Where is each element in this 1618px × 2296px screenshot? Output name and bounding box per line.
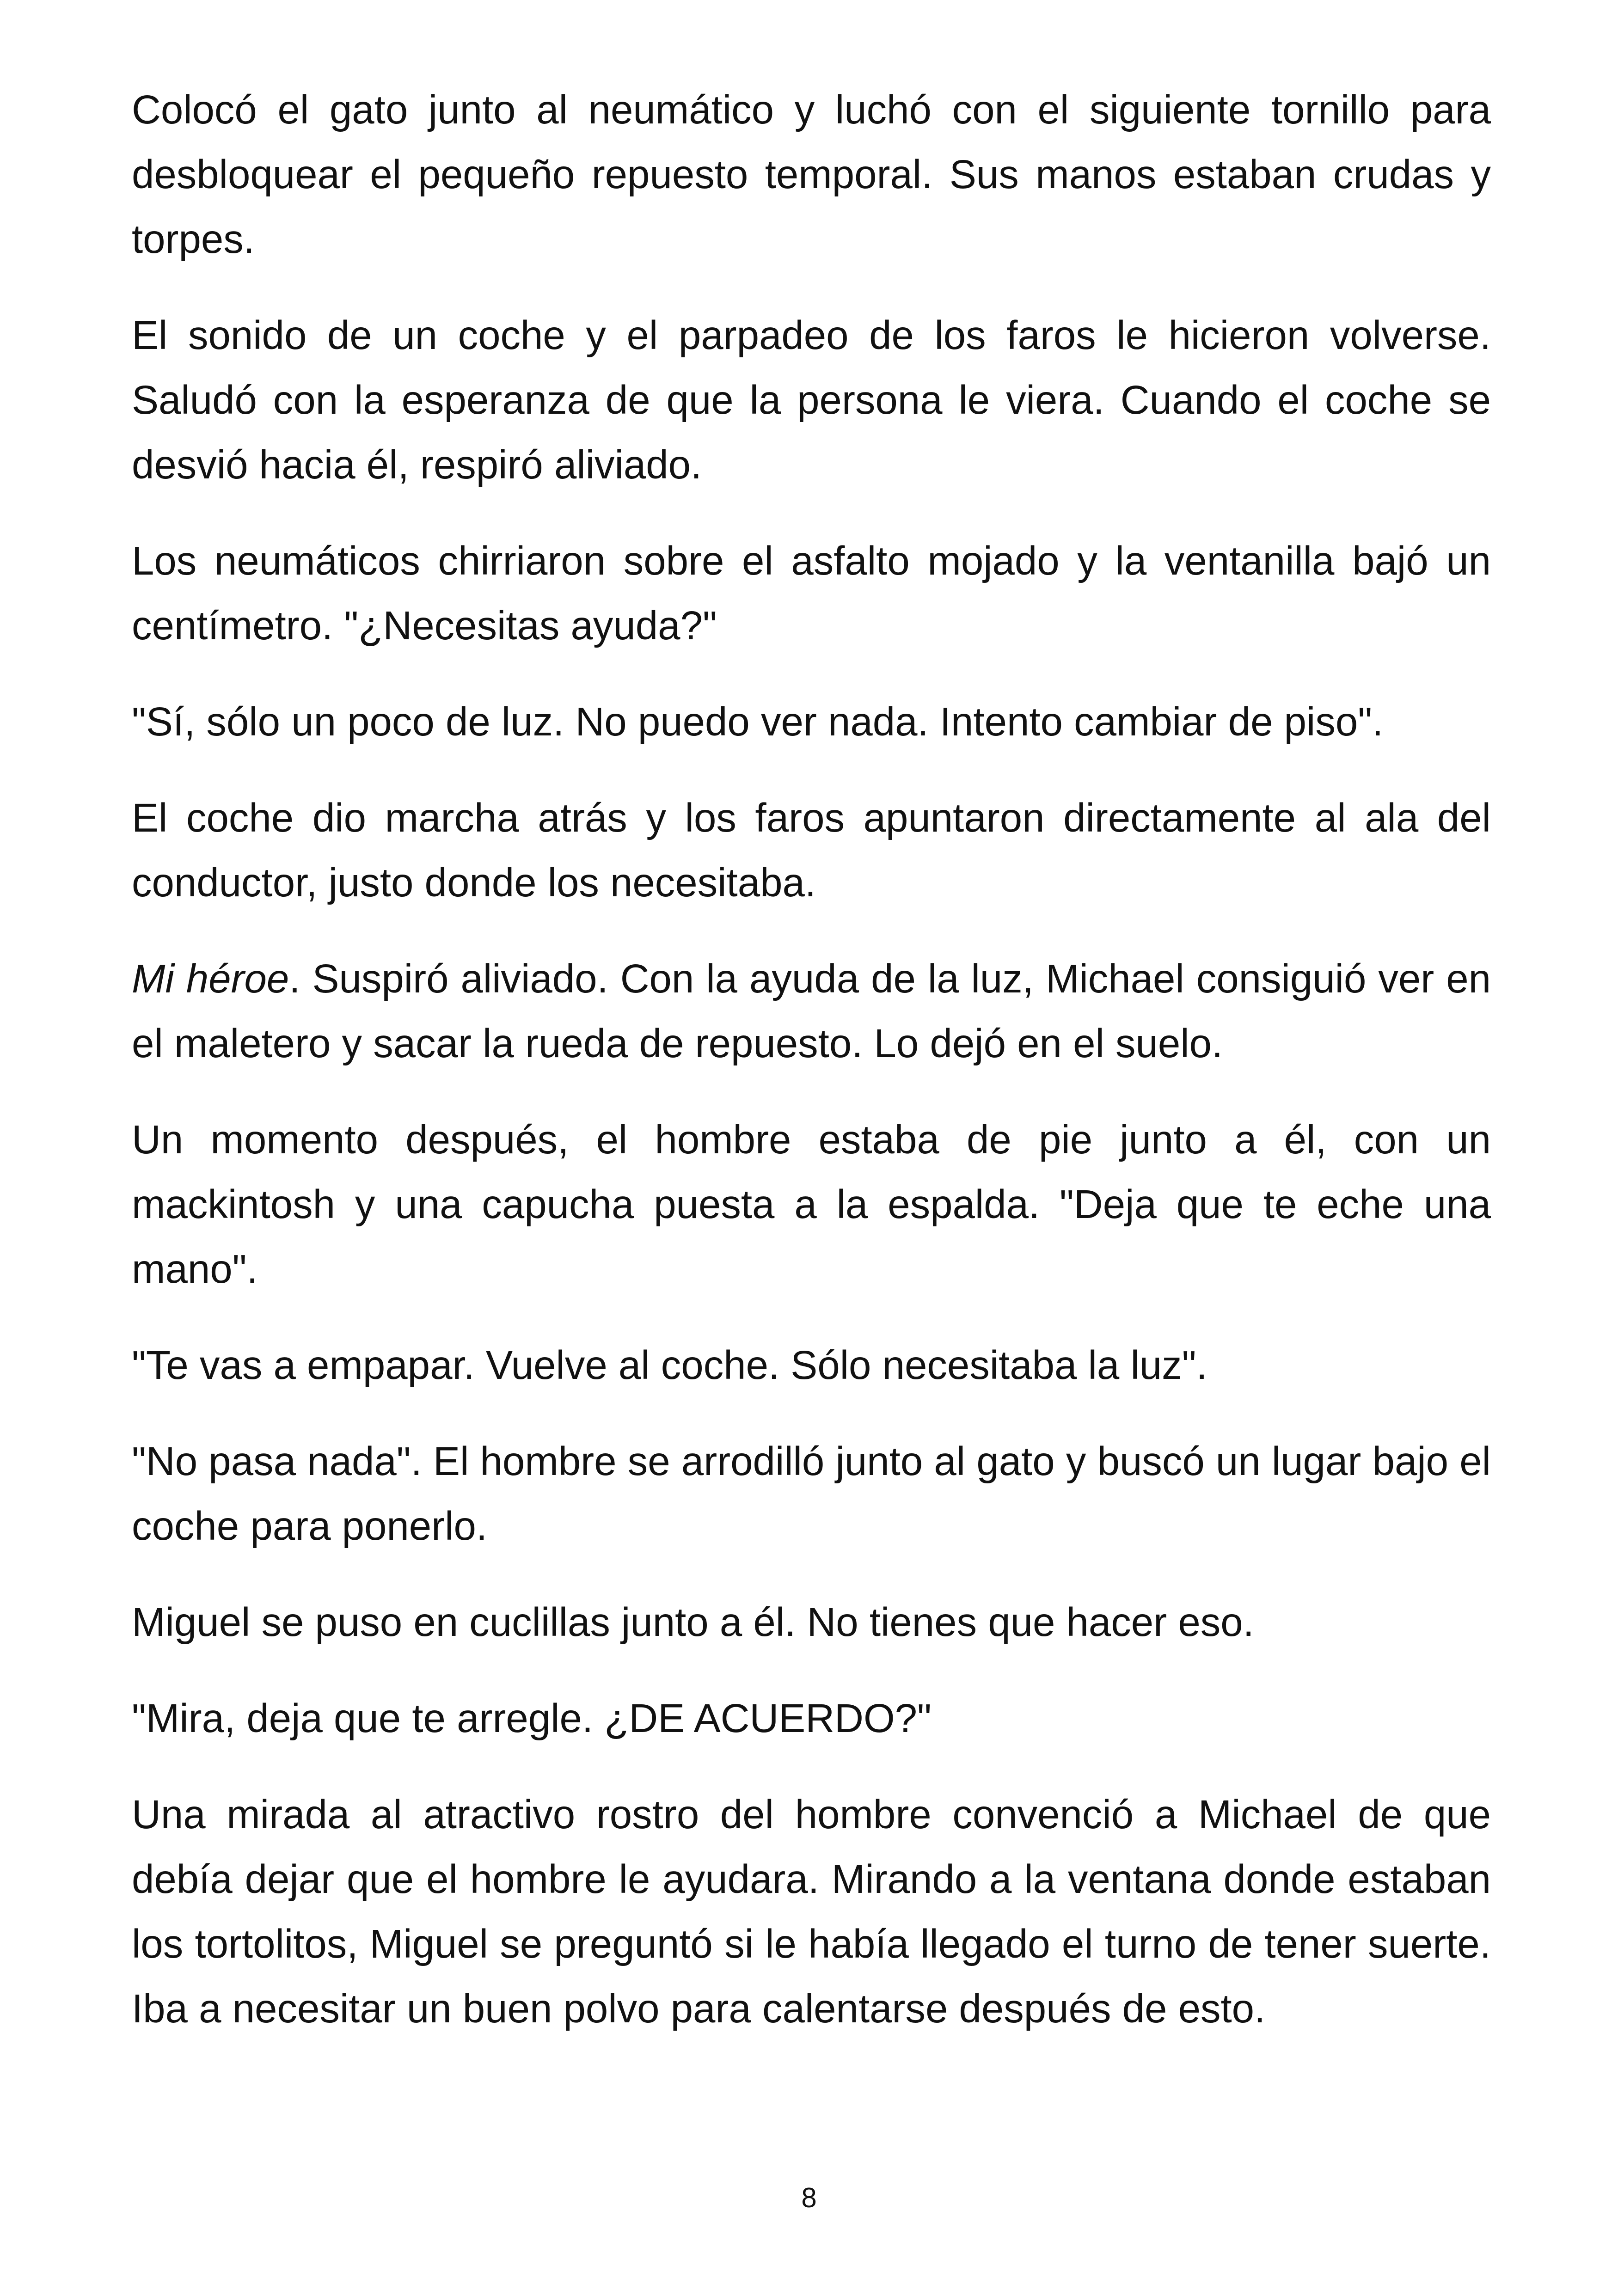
paragraph: Una mirada al atractivo rostro del hombre convenció a Michael de que debía dejar que el hombre le ayudara. Mirando a la ventana donde estaban los tortolitos, Miguel se preguntó si le había llegado el turno de tener suerte. Iba a necesitar un buen polvo para calentarse después de esto. [132, 1792, 1491, 2031]
page-number: 8 [801, 2182, 817, 2213]
paragraph: Miguel se puso en cuclillas junto a él. No tienes que hacer eso. [132, 1600, 1254, 1645]
paragraph: Colocó el gato junto al neumático y luchó con el siguiente tornillo para desbloquear el pequeño repuesto temporal. Sus manos estaban crudas y torpes. [132, 87, 1491, 262]
body-text [132, 78, 1491, 2041]
paragraph-text: . Suspiró aliviado. Con la ayuda de la luz, Michael consiguió ver en el maletero y sacar la rueda de repuesto. Lo dejó en el suelo. [132, 956, 1491, 1066]
paragraph: El coche dio marcha atrás y los faros apuntaron directamente al ala del conductor, justo donde los necesitaba. [132, 796, 1491, 905]
italic-emphasis: Mi héroe [132, 956, 289, 1001]
paragraph: "Sí, sólo un poco de luz. No puedo ver nada. Intento cambiar de piso". [132, 699, 1384, 744]
paragraph: "Mira, deja que te arregle. ¿DE ACUERDO?" [132, 1696, 932, 1741]
paragraph: "No pasa nada". El hombre se arrodilló junto al gato y buscó un lugar bajo el coche para ponerlo. [132, 1439, 1491, 1549]
paragraph: Los neumáticos chirriaron sobre el asfalto mojado y la ventanilla bajó un centímetro. "¿Necesitas ayuda?" [132, 539, 1491, 648]
paragraph: El sonido de un coche y el parpadeo de los faros le hicieron volverse. Saludó con la esperanza de que la persona le viera. Cuando el coche se desvió hacia él, respiró aliviado. [132, 313, 1491, 487]
paragraph [132, 947, 1491, 1076]
paragraph: "Te vas a empapar. Vuelve al coche. Sólo necesitaba la luz". [132, 1343, 1207, 1388]
paragraph: Un momento después, el hombre estaba de pie junto a él, con un mackintosh y una capucha puesta a la espalda. "Deja que te eche una mano". [132, 1117, 1491, 1292]
